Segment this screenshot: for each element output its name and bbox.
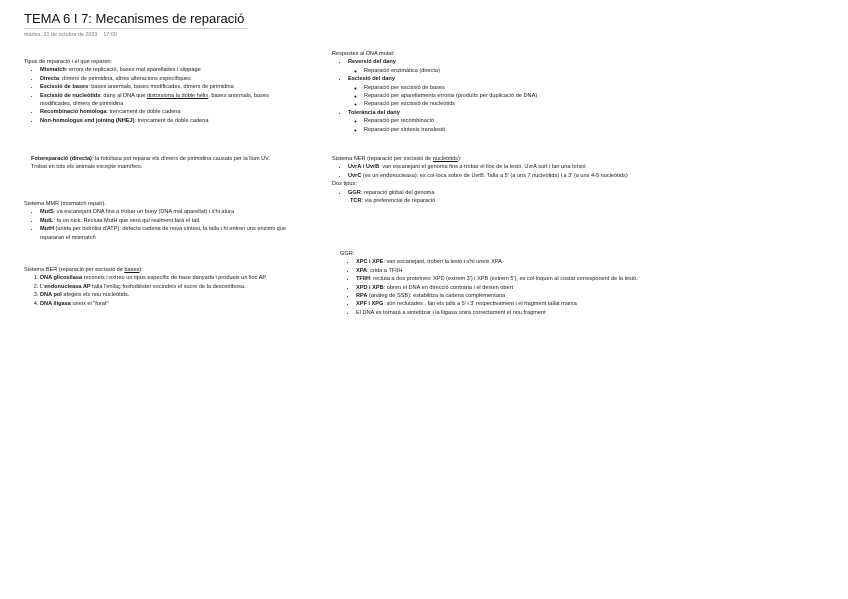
ner-heading: Sistema NER (reparació per escissió de nucleòtids):	[332, 156, 462, 162]
photoreactivation-block: Fotoreparació (directa): la fotoliasa pot reparar els dímers de pirimidina causats per la llum UV. Trobat en tots els animals excepte mamífers.	[31, 156, 270, 171]
list-item: 3. DNA pol afegeix els nou nucleòtids.	[40, 291, 292, 299]
list-item: ◦ Reparació per síntesis translesió	[364, 126, 632, 134]
responses-list	[332, 58, 632, 134]
list-item: • UvrA i UvrB: van escanejant el genoma fins a trobar el lloc de la lesió. UvrA surt i fan una torsió	[348, 163, 656, 171]
mmr-block	[24, 200, 286, 242]
list-item: • GGR: reparació global del genoma	[348, 189, 656, 197]
repair-types-heading: Tipus de reparació i el que reparen:	[24, 59, 113, 65]
list-item: • Escissió de bases: bases anormals, bases modificades, dímers de pirimidina	[40, 83, 296, 91]
list-item: • UvrC (és un endonucleasa): es col·loca sobre de UvrB. Talla a 5' (a uns 7 nucleòtids) i a 3' (a uns 4-5 nucleòtids)	[348, 172, 656, 180]
sublist	[348, 67, 632, 75]
list-item: • Mismatch: errors de replicació, bases mal aparellades i slippage	[40, 66, 296, 74]
list-item: • Tolerància del dany ◦ Reparació per recombinació ◦ Reparació per síntesis translesió	[348, 109, 632, 134]
ggr-block	[340, 250, 676, 317]
list-item: • XPD i XPB: obren el DNA en direcció contraria i el deixen obert	[356, 284, 676, 292]
ner-two-types-label: Dos tipus:	[332, 181, 357, 188]
ber-heading: Sistema BER (reparació per escissió de bases):	[24, 267, 143, 273]
list-item: • XPA: crida a TFIIH	[356, 267, 676, 275]
ner-block	[332, 155, 656, 205]
list-item: • TFIIH: recluta a dos proteïnes: XPD (extrem 3') i XPB (extrem 5'), es col·loquen al costat corresponent de la lesió.	[356, 275, 676, 283]
list-item: ◦ Reparació per aparellaments erronis (produïts per duplicació de DNA)	[364, 92, 632, 100]
repair-types-block	[24, 58, 296, 125]
list-item: • Directa: dímers de pirimidina, altres alteracions específiques	[40, 75, 296, 83]
list-item: • MutL: fa un nick. Recluta MutH que serà qui realment farà el tall.	[40, 217, 286, 225]
list-item: 2. L'endonucleasa AP talla l'enllaç fosfodièster escindeix el sucre de la desoxiribosa.	[40, 283, 292, 291]
list-item: • Escissió de nucleòtids: dany al DNA que distorsiona la doble hèlix, bases anormals, bases modificades, dímers de pirimidina	[40, 92, 296, 109]
list-item: ◦ Reparació enzimàtica (directa)	[364, 67, 632, 75]
ner-types-list	[332, 189, 656, 197]
list-item: ◦ Reparació per escissió de nucleòtids	[364, 100, 632, 108]
page-date: martes, 31 de octubre de 2023	[24, 32, 98, 38]
page-dateline	[24, 32, 123, 38]
ber-list	[24, 274, 292, 308]
ber-block	[24, 266, 292, 308]
ggr-list	[340, 258, 676, 317]
responses-block	[332, 50, 632, 134]
list-item: • El DNA es tornarà a sintetitzar i la lligasa unirà correctament el nou fragment	[356, 309, 676, 317]
list-item: • Reversió del dany ◦ Reparació enzimàtica (directa)	[348, 58, 632, 75]
sublist	[348, 117, 632, 134]
sublist	[348, 84, 632, 109]
list-item: • MutS: va escanejant DNA fins a trobar un bony (DNA mal aparellat) i s'hi atura	[40, 208, 286, 216]
list-item: • Recombinació homologa: trencament de doble cadena	[40, 108, 296, 116]
repair-types-list	[24, 66, 296, 125]
ner-list	[332, 163, 656, 180]
responses-heading: Respostes al DNA mutat:	[332, 51, 395, 57]
ggr-heading: GGR:	[340, 251, 355, 257]
list-item: • Escissió del dany ◦ Reparació per escissió de bases ◦ Reparació per aparellaments erronis (produïts per duplicació de DNA) ◦ Reparació per escissió de nucleòtids	[348, 75, 632, 109]
mmr-list	[24, 208, 286, 242]
list-item: • XPF i XPG: són reclutades , fan els talls a 5' i 3' respectivament i el fragment tallat marxa	[356, 300, 676, 308]
page-time: 17:00	[103, 32, 117, 38]
list-item: • Non-homologus end joining (NHEJ): trencament de doble cadena	[40, 117, 296, 125]
list-item: • MutH (unida per hidròlisi d'ATP): detecta cadena de nova síntesi, la talla i hi entren uns enzims que repararan el mismatch	[40, 225, 286, 242]
ner-tcr-line: TCR: via preferencial de reparació	[350, 197, 436, 204]
list-item: • XPC i XPE: van escanejant, troben la lesió i s'hi uneix XPA	[356, 258, 676, 266]
list-item: ◦ Reparació per escissió de bases	[364, 84, 632, 92]
page-title: TEMA 6 I 7: Mecanismes de reparació	[24, 11, 248, 29]
list-item: 4. DNA lligasa uneix el "forat"	[40, 300, 292, 308]
list-item: 1. DNA glicosilasa reconeix i extreu un tipus específic de base danyada i produeix un lloc AP.	[40, 274, 292, 282]
mmr-heading: Sistema MMR (mismatch repair).	[24, 201, 106, 207]
list-item: • RPA (anàleg de SSB): estabilitza la cadena complementaria	[356, 292, 676, 300]
list-item: ◦ Reparació per recombinació	[364, 117, 632, 125]
